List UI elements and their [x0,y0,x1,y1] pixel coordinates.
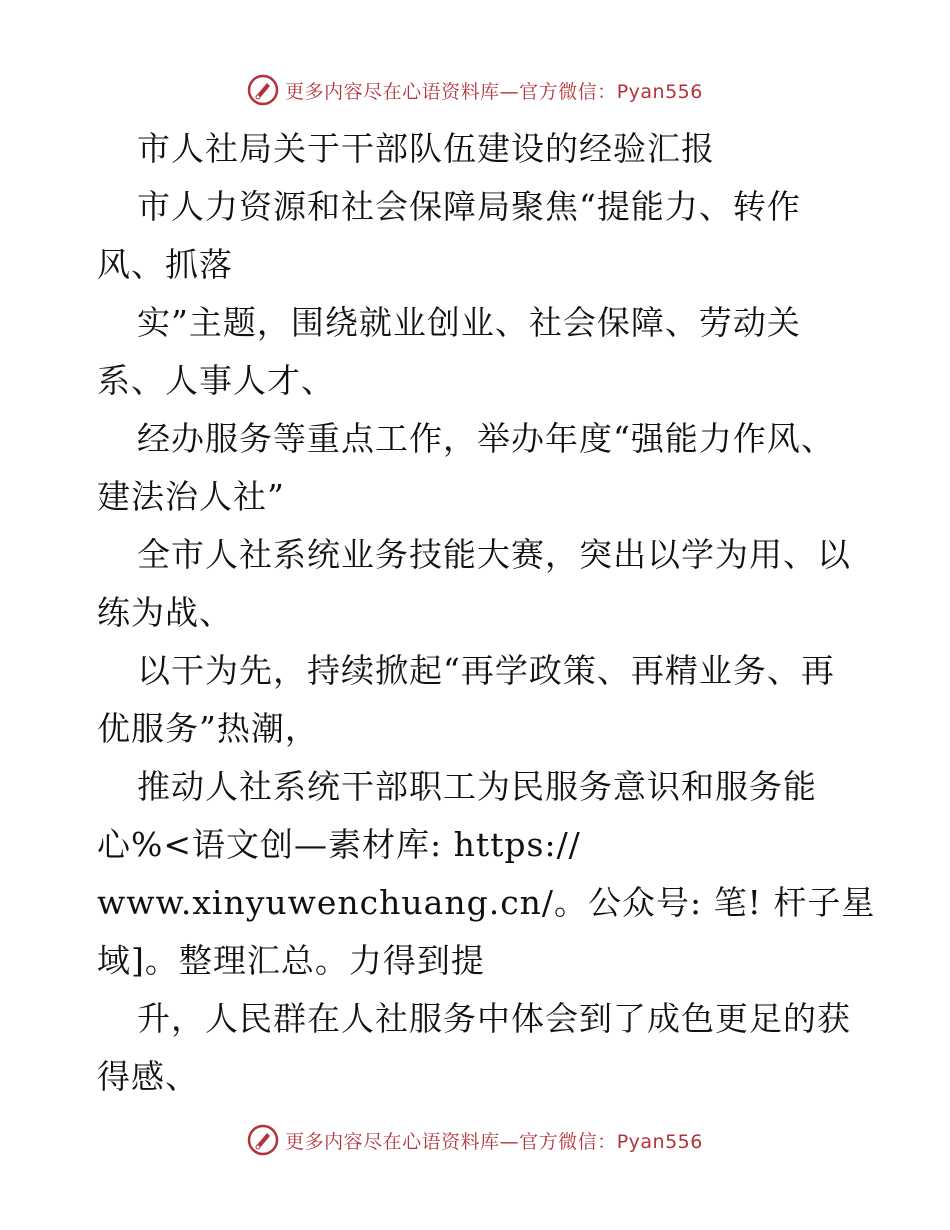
footer-banner [0,1118,950,1162]
document-line: 推动人社系统干部职工为民服务意识和服务能 [137,767,817,806]
header-banner-text [285,77,703,104]
document-line: 练为战、 [97,593,233,632]
footer-banner-slogan: 更多内容尽在心语资料库 [285,1130,500,1153]
document-line: 优服务”热潮， [97,709,319,748]
document-line: 风、抓落 [97,245,233,284]
document-line: 域]。整理汇总。力得到提 [97,941,485,980]
document-line: 实”主题，围绕就业创业、社会保障、劳动关 [137,303,801,342]
document-line: 经办服务等重点工作，举办年度“强能力作风、 [137,419,835,458]
header-banner-dash: — [499,80,520,103]
header-banner-slogan: 更多内容尽在心语资料库 [285,80,500,103]
footer-banner-text [285,1127,703,1154]
footer-banner-wechat-id: Pyan556 [616,1130,703,1153]
document-line: 升，人民群在人社服务中体会到了成色更足的获 [137,999,851,1038]
footer-banner-dash: — [499,1130,520,1153]
document-line: 心%<语文创—素材库: https:// [97,825,581,864]
header-banner [0,68,950,112]
document-line: 市人力资源和社会保障局聚焦“提能力、转作 [137,187,801,226]
document-line: 得感、 [97,1057,199,1096]
document-line: www.xinyuwenchuang.cn/。公众号: 笔! 杆子星 [97,883,876,922]
document-line: 系、人事人才、 [97,361,335,400]
brand-logo-icon [247,74,279,106]
document-line: 建法治人社” [97,477,285,516]
document-line: 全市人社系统业务技能大赛，突出以学为用、以 [137,535,851,574]
document-title: 市人社局关于干部队伍建设的经验汇报 [137,129,715,168]
footer-banner-wechat-label: 官方微信： [519,1130,617,1153]
header-banner-wechat-label: 官方微信： [519,80,617,103]
brand-logo-icon [247,1124,279,1156]
document-body [97,120,876,1106]
header-banner-wechat-id: Pyan556 [616,80,703,103]
document-line: 以干为先，持续掀起“再学政策、再精业务、再 [137,651,835,690]
